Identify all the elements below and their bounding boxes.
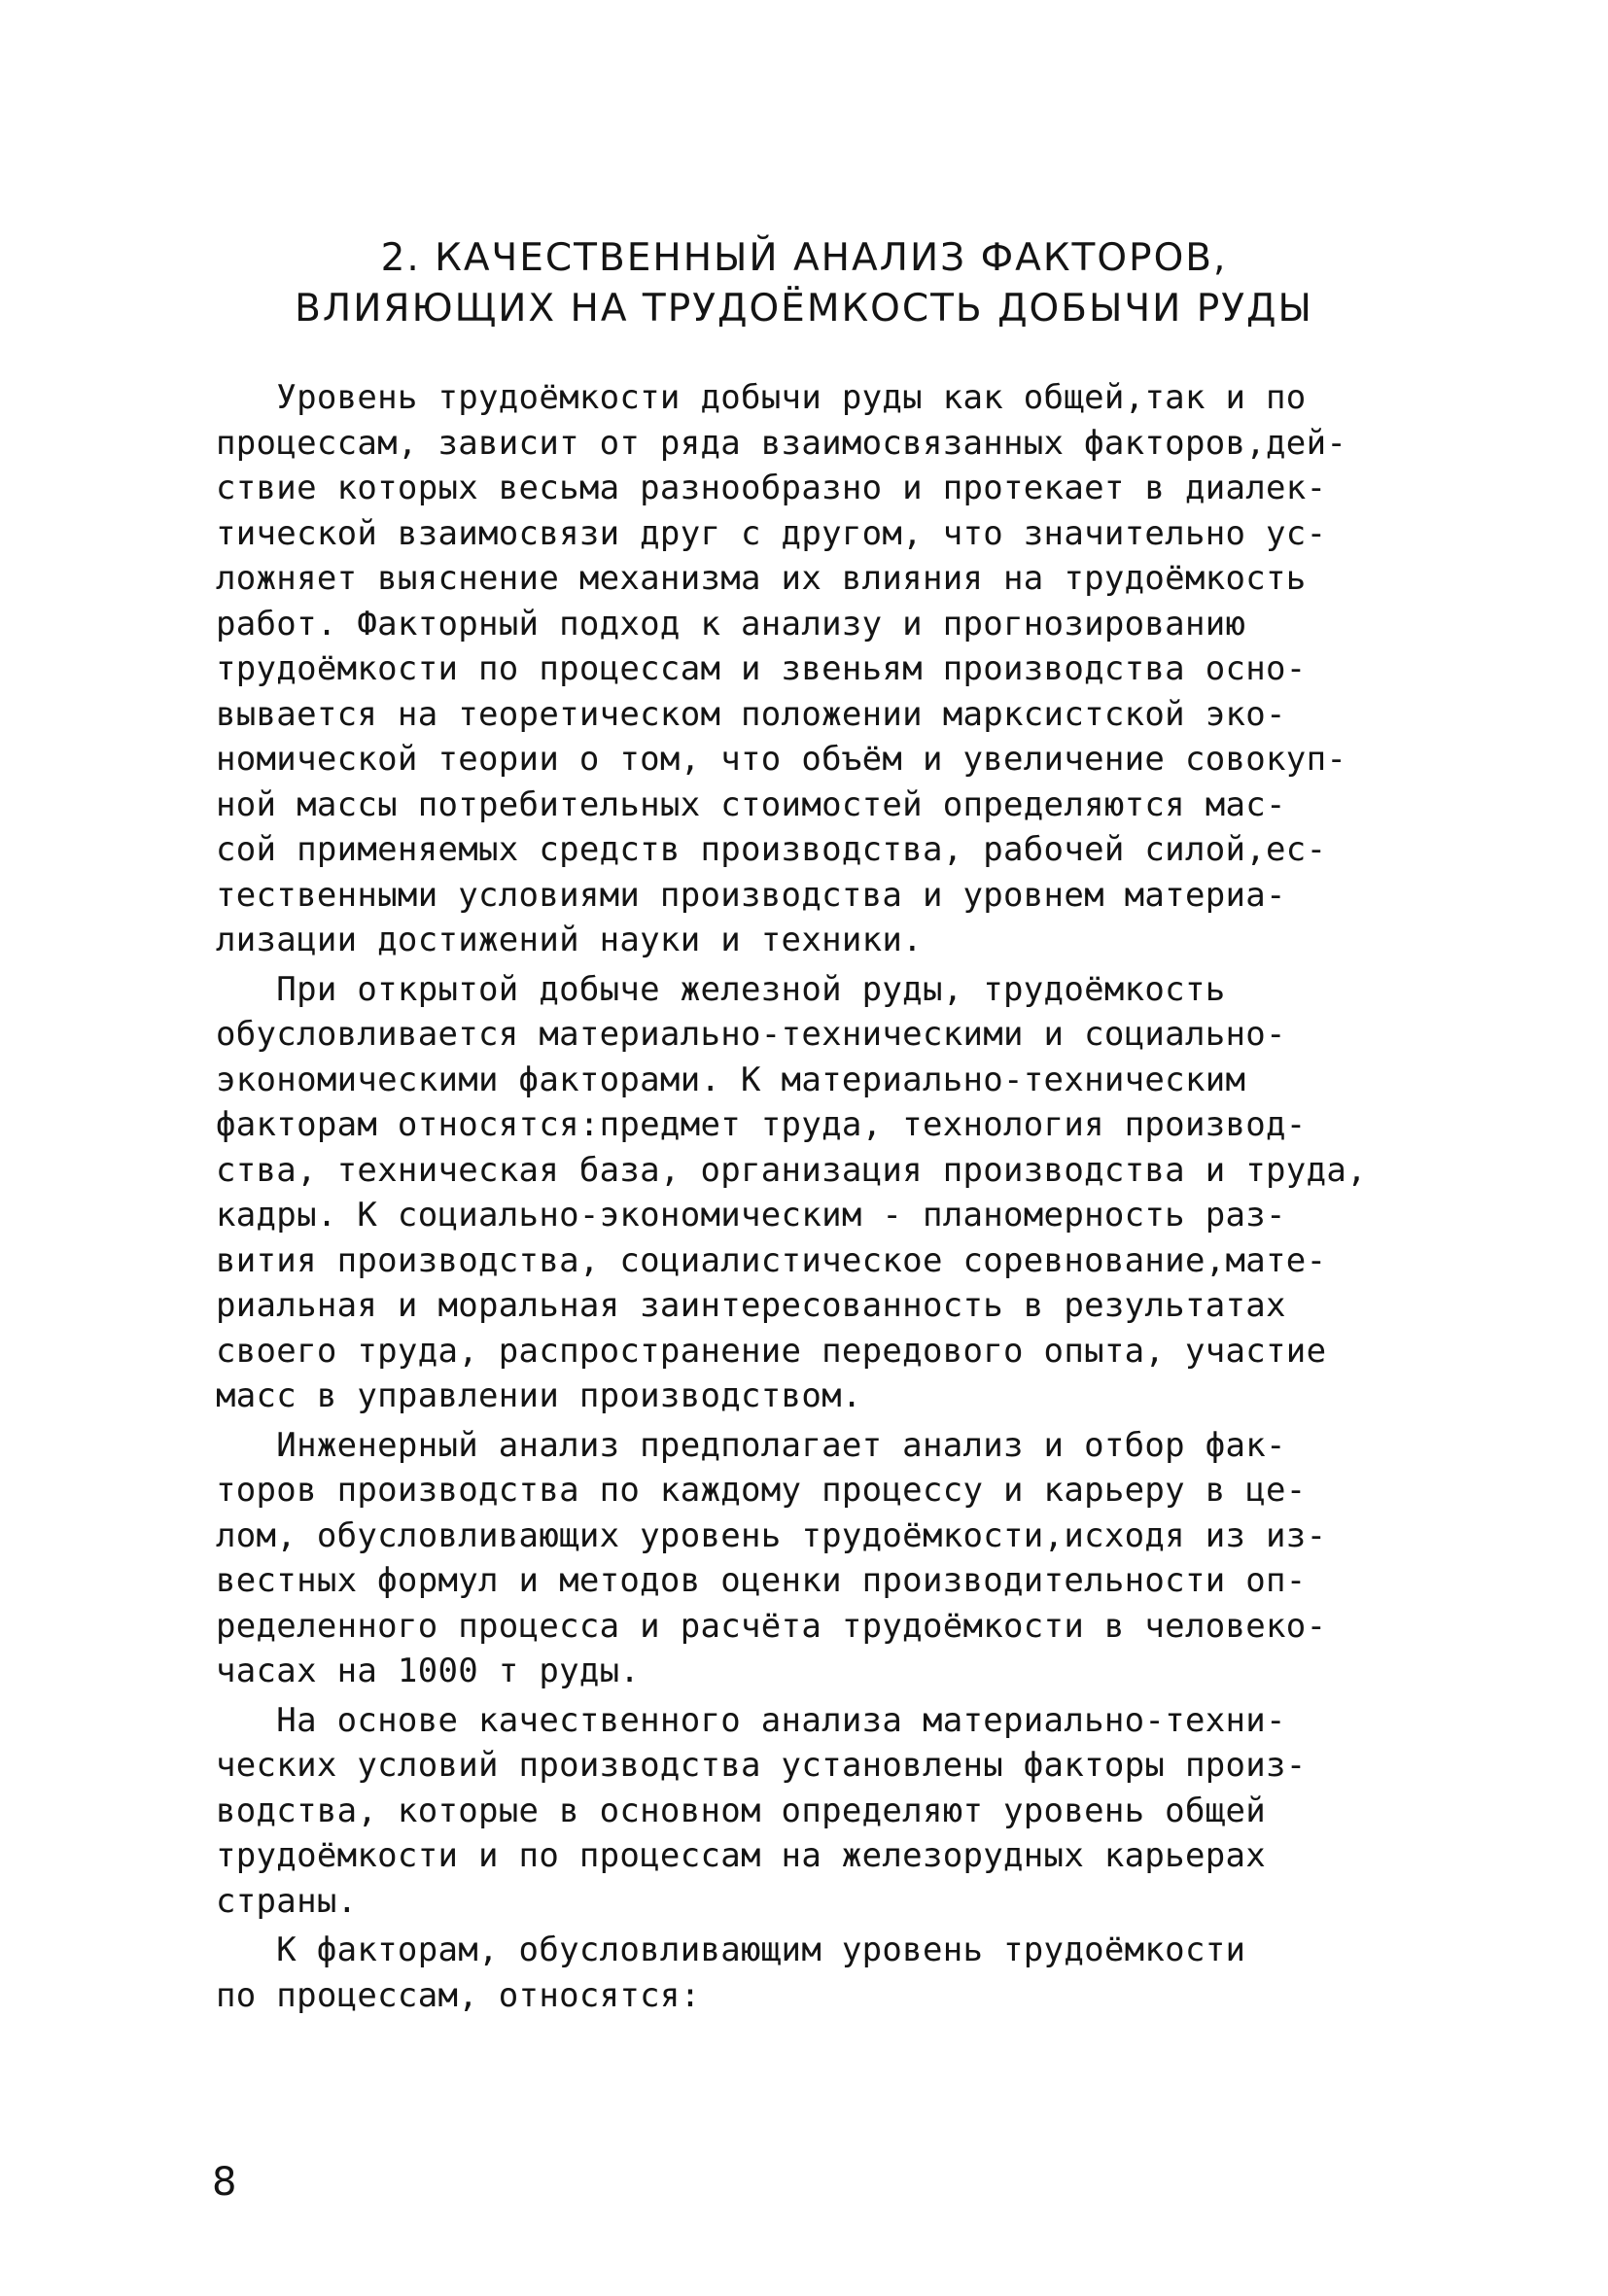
text-line: лизации достижений науки и техники. <box>216 921 923 959</box>
text-line: своего труда, распространение передового опыта, участие <box>216 1331 1327 1371</box>
body-text <box>216 375 1421 2018</box>
text-line: торов производства по каждому процессу и карьеру в це- <box>216 1471 1307 1510</box>
text-line: трудоёмкости по процессам и звеньям производства осно- <box>216 649 1307 688</box>
text-line: кадры. К социально-экономическим - планомерность раз- <box>216 1196 1286 1235</box>
text-line: страны. <box>216 1881 358 1921</box>
text-line: процессам, зависит от ряда взаимосвязанных факторов,дей- <box>216 423 1347 463</box>
text-line: риальная и моральная заинтересованность в результатах <box>216 1286 1286 1325</box>
paragraph-2 <box>216 967 1421 1419</box>
text-line: масс в управлении производством. <box>216 1376 862 1415</box>
text-line: тической взаимосвязи друг с другом, что значительно ус- <box>216 513 1327 553</box>
text-line: лом, обусловливающих уровень трудоёмкости,исходя из из- <box>216 1515 1327 1555</box>
text-line: тественными условиями производства и уровнем материа- <box>216 875 1286 915</box>
text-line: На основе качественного анализа материально-техни- <box>216 1700 1286 1740</box>
text-line: К факторам, обусловливающим уровень трудоёмкости <box>216 1931 1246 1969</box>
text-line: вывается на теоретическом положении марксистской эко- <box>216 694 1286 734</box>
text-line: Инженерный анализ предполагает анализ и отбор фак- <box>216 1425 1286 1465</box>
text-line: вестных формул и методов оценки производительности оп- <box>216 1561 1307 1600</box>
text-line: ной массы потребительных стоимостей определяются мас- <box>216 784 1286 824</box>
section-heading <box>0 233 1608 334</box>
text-line: При открытой добыче железной руды, трудоёмкость <box>216 969 1226 1009</box>
paragraph-4 <box>216 1698 1421 1925</box>
text-line: трудоёмкости и по процессам на железорудных карьерах <box>216 1836 1267 1875</box>
text-line: факторам относятся:предмет труда, технология производ- <box>216 1105 1307 1144</box>
text-line: часах на 1000 т руды. <box>216 1652 641 1690</box>
text-line: ческих условий производства установлены факторы произ- <box>216 1746 1307 1785</box>
paragraph-1 <box>216 375 1421 963</box>
paragraph-3 <box>216 1423 1421 1694</box>
text-line: Уровень трудоёмкости добычи руды как общей,так и по <box>216 378 1307 417</box>
text-line: ства, техническая база, организация производства и труда, <box>216 1150 1367 1190</box>
heading-line-1: 2. КАЧЕСТВЕННЫЙ АНАЛИЗ ФАКТОРОВ, <box>380 236 1228 280</box>
text-line: экономическими факторами. К материально-техническим <box>216 1060 1246 1099</box>
text-line: водства, которые в основном определяют уровень общей <box>216 1791 1267 1830</box>
text-line: ределенного процесса и расчёта трудоёмкости в человеко- <box>216 1606 1327 1646</box>
text-line: номической теории о том, что объём и увеличение совокуп- <box>216 740 1347 779</box>
text-line: вития производства, социалистическое соревнование,мате- <box>216 1240 1327 1280</box>
text-line: ложняет выяснение механизма их влияния на трудоёмкость <box>216 559 1307 598</box>
page-number: 8 <box>212 2160 237 2205</box>
paragraph-5 <box>216 1928 1421 2018</box>
text-line: по процессам, относятся: <box>216 1975 701 2015</box>
text-line: ствие которых весьма разнообразно и протекает в диалек- <box>216 469 1327 507</box>
heading-line-2: ВЛИЯЮЩИХ НА ТРУДОЁМКОСТЬ ДОБЫЧИ РУДЫ <box>295 287 1313 330</box>
text-line: работ. Факторный подход к анализу и прогнозированию <box>216 604 1246 644</box>
text-line: обусловливается материально-техническими и социально- <box>216 1015 1286 1054</box>
text-line: сой применяемых средств производства, рабочей силой,ес- <box>216 830 1327 869</box>
